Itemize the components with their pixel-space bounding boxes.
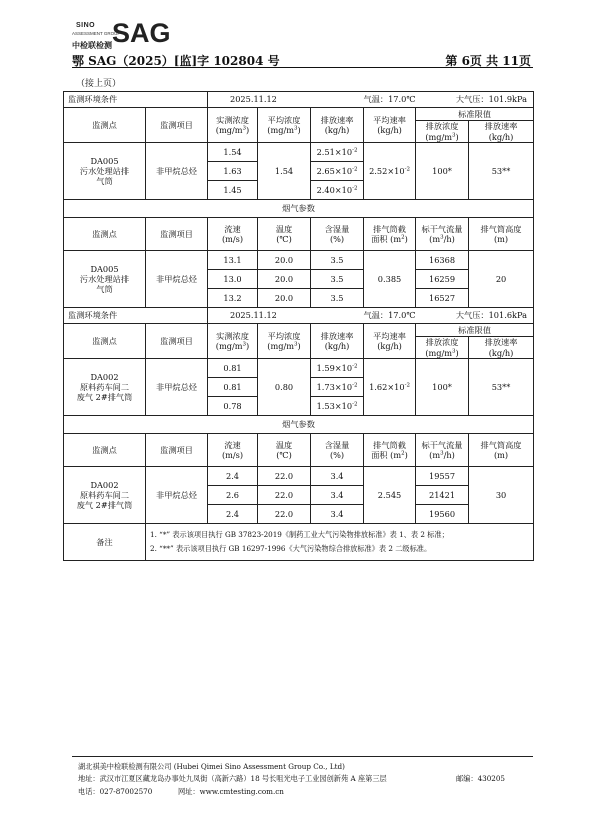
flow-cell	[208, 467, 258, 486]
rate-cell	[311, 359, 364, 378]
dry-value: 16368	[429, 254, 456, 265]
moist-value: 3.4	[330, 508, 344, 519]
temp-cell	[258, 486, 311, 505]
col-point-label: 监测点	[92, 119, 117, 130]
height-cell	[469, 251, 534, 308]
col-flow	[208, 434, 258, 467]
col-item-label: 监测项目	[160, 444, 193, 455]
logo-sag: SAG	[112, 18, 171, 48]
header-row	[64, 324, 534, 337]
col-point	[64, 434, 146, 467]
conc-cell	[208, 181, 258, 200]
point-code: DA005	[90, 155, 119, 166]
flue-title	[64, 200, 534, 218]
col-conc-label: 实测浓度	[216, 330, 249, 341]
avg-conc-cell	[258, 359, 311, 416]
limit-rate-value: 53**	[491, 381, 511, 392]
logo-chinese: 中检联检测	[72, 41, 112, 50]
item-name: 非甲烷总烃	[156, 165, 197, 176]
col-dry-label: 标干气流量	[421, 439, 463, 450]
col-dry-unit: (m	[429, 450, 441, 460]
rate-value: 1.59×10	[316, 362, 353, 373]
col-area: 排气筒截 面积 $(m^2)$	[364, 218, 416, 251]
point-name-1: 污水处理站排	[79, 165, 130, 176]
col-temp-label: 温度	[275, 439, 293, 450]
header-divider	[72, 67, 533, 68]
flow-cell	[208, 486, 258, 505]
col-item-label: 监测项目	[160, 119, 193, 130]
temp-cell	[258, 467, 311, 486]
col-limit-rate	[469, 337, 534, 359]
item-cell	[146, 143, 208, 200]
col-moist	[311, 218, 364, 251]
point-name-2: 废气 2#排气筒	[76, 500, 133, 511]
col-dry-unit2: /h)	[443, 450, 455, 460]
env-label	[64, 308, 208, 324]
temp-value: 20.0	[274, 254, 294, 265]
moist-cell	[311, 270, 364, 289]
conc-cell	[208, 378, 258, 397]
conc-cell	[208, 143, 258, 162]
col-height-label: 排气筒高度	[480, 439, 522, 450]
col-rate-unit: (kg/h)	[324, 125, 350, 135]
col-dry-unit: (m	[429, 234, 441, 244]
flue-header-row	[64, 218, 534, 251]
unit-superscript: 3	[440, 450, 444, 457]
point-code: DA002	[90, 479, 119, 490]
col-avg-conc-label: 平均浓度	[267, 114, 301, 125]
col-limit-conc-label: 排放浓度	[425, 121, 459, 132]
unit-superscript: 2	[401, 234, 405, 241]
col-avg-conc: 平均浓度 $(mg/m^3)$	[258, 324, 311, 359]
point-code: DA002	[90, 371, 119, 382]
col-conc: 实测浓度 $(mg/m^3)$	[208, 108, 258, 143]
area-value: 0.385	[377, 273, 402, 284]
col-limit-rate-label: 排放速率	[484, 121, 518, 132]
point-name-1: 污水处理站排	[79, 273, 130, 284]
col-limit-rate-unit: (kg/h)	[488, 347, 514, 358]
env-temp: 气温：17.0℃	[363, 94, 416, 105]
env-pressure: 大气压：101.9kPa	[455, 94, 528, 105]
col-point-label: 监测点	[92, 335, 117, 346]
moist-cell	[311, 289, 364, 308]
col-limit-conc-label: 排放浓度	[425, 337, 459, 348]
unit-superscript: 3	[242, 125, 247, 132]
col-limit-conc: 排放浓度 $(mg/m^3)$	[416, 121, 469, 143]
col-area-label: 排气筒截	[373, 223, 406, 234]
footer-address: 地址：武汉市江夏区藏龙岛办事处九凤街（高新六路）18 号长咀光电子工业园创新苑 A 座第三层	[78, 774, 387, 783]
flow-value: 13.1	[223, 254, 242, 265]
col-avg-rate-label: 平均速率	[373, 114, 406, 125]
flue-title-row	[64, 416, 534, 434]
rate-exponent: -2	[352, 363, 358, 370]
dry-cell	[416, 289, 469, 308]
temp-value: 22.0	[274, 508, 294, 519]
conc-value: 0.78	[223, 400, 242, 411]
item-cell	[146, 359, 208, 416]
item-name: 非甲烷总烃	[156, 273, 197, 284]
unit-superscript: 2	[401, 450, 405, 457]
avg-rate-cell	[364, 143, 416, 200]
height-value: 30	[495, 489, 507, 500]
dry-value: 16527	[429, 292, 456, 303]
limit-rate-value: 53**	[491, 165, 511, 176]
col-avg-conc-unit: (mg/m	[267, 125, 295, 135]
env-pressure-cell	[416, 308, 534, 324]
logo-sino: SINO	[76, 22, 96, 29]
logo-subtitle: ASSESSMENT GROUP	[72, 31, 121, 36]
col-limit-rate-unit: (kg/h)	[488, 131, 514, 142]
unit-superscript: 3	[294, 125, 298, 132]
conc-cell	[208, 162, 258, 181]
env-temp-cell	[364, 308, 416, 324]
col-limit-conc-unit: (mg/m	[425, 131, 453, 142]
footer-website: 网址：www.cmtesting.com.cn	[178, 787, 284, 796]
rate-cell	[311, 162, 364, 181]
point-name-1: 原料药车间二	[79, 381, 130, 392]
col-flow-label: 流速	[224, 439, 241, 450]
avg-rate-value: 1.62×10	[369, 381, 405, 392]
col-height	[469, 434, 534, 467]
moist-value: 3.5	[330, 292, 344, 303]
dry-cell	[416, 270, 469, 289]
point-name-1: 原料药车间二	[79, 489, 130, 500]
company-logo	[72, 18, 182, 56]
col-limit-label: 标准限值	[458, 108, 491, 119]
limit-conc-cell	[416, 359, 469, 416]
col-flow-label: 流速	[224, 223, 241, 234]
flue-header-row	[64, 434, 534, 467]
col-limit	[416, 108, 534, 121]
col-rate-unit: (kg/h)	[324, 341, 350, 351]
monitoring-table	[63, 91, 534, 561]
footer-divider	[72, 756, 533, 757]
dry-value: 16259	[429, 273, 456, 284]
env-row	[64, 92, 534, 108]
header-row	[64, 108, 534, 121]
conc-value: 1.63	[223, 165, 242, 176]
col-moist-label: 含湿量	[324, 439, 350, 450]
col-temp	[258, 218, 311, 251]
col-rate-label: 排放速率	[320, 114, 354, 125]
col-avg-rate	[364, 108, 416, 143]
dry-value: 21421	[429, 489, 456, 500]
env-pressure: 大气压：101.6kPa	[455, 310, 528, 321]
env-temp: 气温：17.0℃	[363, 310, 416, 321]
env-temp-cell	[364, 92, 416, 108]
moist-value: 3.5	[330, 254, 344, 265]
col-avg-rate-label: 平均速率	[373, 330, 406, 341]
col-conc-unit: (mg/m	[215, 341, 243, 351]
col-item	[146, 218, 208, 251]
height-value: 20	[495, 273, 507, 284]
env-label	[64, 92, 208, 108]
env-date-cell	[208, 92, 364, 108]
env-date: 2025.11.12	[230, 94, 277, 105]
notes-label: 备注	[64, 524, 146, 561]
col-item-label: 监测项目	[160, 228, 193, 239]
unit-superscript: 3	[242, 341, 247, 348]
col-item	[146, 434, 208, 467]
point-code: DA005	[90, 263, 119, 274]
col-height-unit: (m)	[493, 234, 509, 244]
flue-title-row	[64, 200, 534, 218]
height-cell	[469, 467, 534, 524]
col-point-label: 监测点	[92, 444, 117, 455]
col-dry-label: 标干气流量	[421, 223, 463, 234]
flow-cell	[208, 505, 258, 524]
col-limit-rate-label: 排放速率	[484, 337, 518, 348]
flow-cell	[208, 251, 258, 270]
col-rate-label: 排放速率	[320, 330, 354, 341]
avg-rate-cell	[364, 359, 416, 416]
note-2: 2. “**” 表示该项目执行 GB 16297-1996《大气污染物综合排放标准》表 2 二级标准。	[150, 544, 432, 553]
flue-title	[64, 416, 534, 434]
moist-value: 3.5	[330, 273, 344, 284]
point-cell	[64, 467, 146, 524]
env-row	[64, 308, 534, 324]
footer-postcode: 邮编：430205	[456, 774, 506, 783]
col-height-label: 排气筒高度	[480, 223, 522, 234]
col-dry	[416, 434, 469, 467]
flue-title-text: 烟气参数	[282, 419, 315, 430]
avg-rate-value: 2.52×10	[369, 165, 405, 176]
temp-value: 22.0	[274, 489, 294, 500]
moist-cell	[311, 251, 364, 270]
col-item	[146, 324, 208, 359]
col-point	[64, 324, 146, 359]
point-name-2: 气筒	[96, 284, 113, 295]
col-temp-unit: (℃)	[276, 450, 292, 460]
col-avg-conc-unit: (mg/m	[267, 341, 295, 351]
flow-cell	[208, 289, 258, 308]
rate-cell	[311, 143, 364, 162]
data-row	[64, 359, 534, 378]
moist-cell	[311, 467, 364, 486]
data-row	[64, 143, 534, 162]
moist-cell	[311, 486, 364, 505]
conc-value: 0.81	[223, 381, 242, 392]
col-limit	[416, 324, 534, 337]
unit-superscript: 3	[294, 341, 298, 348]
flue-data-row	[64, 251, 534, 270]
point-cell	[64, 359, 146, 416]
col-rate	[311, 108, 364, 143]
footer-company: 湖北祺美中检联检测有限公司 (Hubei Qimei Sino Assessment Group Co., Ltd)	[78, 762, 345, 771]
dry-cell	[416, 467, 469, 486]
col-conc-label: 实测浓度	[216, 114, 249, 125]
point-cell	[64, 251, 146, 308]
rate-value: 2.65×10	[316, 165, 353, 176]
col-flow	[208, 218, 258, 251]
col-limit-label: 标准限值	[458, 324, 491, 335]
limit-conc-cell	[416, 143, 469, 200]
point-name-2: 气筒	[96, 176, 113, 187]
col-item	[146, 108, 208, 143]
dry-value: 19560	[429, 508, 456, 519]
dry-cell	[416, 251, 469, 270]
rate-exponent: -2	[352, 147, 358, 154]
conc-value: 1.54	[223, 146, 242, 157]
moist-cell	[311, 505, 364, 524]
col-rate	[311, 324, 364, 359]
unit-superscript: 3	[452, 347, 456, 354]
col-point	[64, 108, 146, 143]
temp-cell	[258, 505, 311, 524]
limit-rate-cell	[469, 359, 534, 416]
moist-value: 3.4	[330, 470, 344, 481]
col-avg-conc-label: 平均浓度	[267, 330, 301, 341]
col-moist-unit: (%)	[329, 450, 345, 460]
col-area-unit: 面积 (m	[371, 234, 402, 244]
env-date-cell	[208, 308, 364, 324]
conc-value: 0.81	[223, 362, 242, 373]
col-avg-conc: 平均浓度 $(mg/m^3)$	[258, 108, 311, 143]
col-conc-unit: (mg/m	[215, 125, 243, 135]
rate-exponent: -2	[352, 382, 358, 389]
rate-value: 2.51×10	[316, 146, 353, 157]
rate-cell	[311, 397, 364, 416]
flow-value: 13.2	[223, 292, 242, 303]
dry-cell	[416, 486, 469, 505]
col-height-unit: (m)	[493, 450, 509, 460]
col-point-label: 监测点	[92, 228, 117, 239]
col-moist-label: 含湿量	[324, 223, 350, 234]
avg-rate-exponent: -2	[404, 166, 410, 173]
col-dry	[416, 218, 469, 251]
page-indicator: 第 6页 共 11页	[445, 54, 531, 68]
temp-cell	[258, 270, 311, 289]
col-point	[64, 218, 146, 251]
limit-conc-value: 100*	[432, 381, 452, 392]
temp-value: 22.0	[274, 470, 294, 481]
col-limit-conc-unit: (mg/m	[425, 347, 453, 358]
temp-cell	[258, 251, 311, 270]
dry-cell	[416, 505, 469, 524]
col-temp	[258, 434, 311, 467]
flow-value: 2.6	[226, 489, 240, 500]
flow-value: 2.4	[226, 508, 240, 519]
col-flow-unit: (m/s)	[221, 234, 244, 244]
temp-value: 20.0	[274, 273, 294, 284]
col-conc: 实测浓度 $(mg/m^3)$	[208, 324, 258, 359]
rate-value: 2.40×10	[316, 184, 353, 195]
col-limit-conc: 排放浓度 $(mg/m^3)$	[416, 337, 469, 359]
rate-cell	[311, 181, 364, 200]
col-limit-rate	[469, 121, 534, 143]
col-area-label: 排气筒截	[373, 439, 406, 450]
limit-rate-cell	[469, 143, 534, 200]
col-dry-unit2: /h)	[443, 234, 455, 244]
col-area: 排气筒截 面积 $(m^2)$	[364, 434, 416, 467]
avg-conc-value: 1.54	[274, 165, 294, 176]
col-moist-unit: (%)	[329, 234, 345, 244]
flow-cell	[208, 270, 258, 289]
avg-rate-exponent: -2	[404, 382, 410, 389]
conc-cell	[208, 359, 258, 378]
col-area-unit: 面积 (m	[371, 450, 402, 460]
item-name: 非甲烷总烃	[156, 489, 197, 500]
note-1: 1. “*” 表示该项目执行 GB 37823-2019《制药工业大气污染物排放标准》表 1、表 2 标准；	[150, 530, 449, 540]
rate-exponent: -2	[352, 185, 358, 192]
area-cell	[364, 467, 416, 524]
rate-exponent: -2	[352, 166, 358, 173]
item-cell	[146, 251, 208, 308]
env-label-text: 监测环境条件	[68, 310, 118, 321]
continued-label: （接上页）	[76, 79, 122, 89]
avg-conc-cell	[258, 143, 311, 200]
flow-value: 13.0	[223, 273, 242, 284]
unit-superscript: 3	[452, 131, 456, 138]
rate-exponent: -2	[352, 401, 358, 408]
env-pressure-cell	[416, 92, 534, 108]
temp-value: 20.0	[274, 292, 294, 303]
limit-conc-value: 100*	[432, 165, 452, 176]
col-avg-rate-unit: (kg/h)	[377, 125, 402, 135]
rate-value: 1.53×10	[316, 400, 353, 411]
col-height	[469, 218, 534, 251]
col-avg-rate-unit: (kg/h)	[377, 341, 402, 351]
moist-value: 3.4	[330, 489, 344, 500]
col-temp-unit: (℃)	[276, 234, 292, 244]
col-moist	[311, 434, 364, 467]
temp-cell	[258, 289, 311, 308]
col-item-label: 监测项目	[160, 335, 193, 346]
env-date: 2025.11.12	[230, 310, 277, 321]
notes-content	[146, 524, 534, 561]
flue-data-row	[64, 467, 534, 486]
rate-cell	[311, 378, 364, 397]
footer-phone: 电话：027-87002570	[78, 787, 153, 796]
area-value: 2.545	[377, 489, 402, 500]
dry-value: 19557	[429, 470, 456, 481]
flow-value: 2.4	[226, 470, 240, 481]
avg-conc-value: 0.80	[274, 381, 294, 392]
item-name: 非甲烷总烃	[156, 381, 197, 392]
point-cell	[64, 143, 146, 200]
env-label-text: 监测环境条件	[68, 94, 118, 105]
col-flow-unit: (m/s)	[221, 450, 244, 460]
item-cell	[146, 467, 208, 524]
unit-superscript: 3	[440, 234, 444, 241]
col-temp-label: 温度	[275, 223, 293, 234]
point-name-2: 废气 2#排气筒	[76, 392, 133, 403]
col-avg-rate	[364, 324, 416, 359]
flue-title-text: 烟气参数	[282, 203, 315, 214]
report-number: 鄂 SAG（2025）[监]字 102804 号	[72, 54, 280, 68]
area-cell	[364, 251, 416, 308]
conc-cell	[208, 397, 258, 416]
rate-value: 1.73×10	[316, 381, 353, 392]
conc-value: 1.45	[223, 184, 242, 195]
